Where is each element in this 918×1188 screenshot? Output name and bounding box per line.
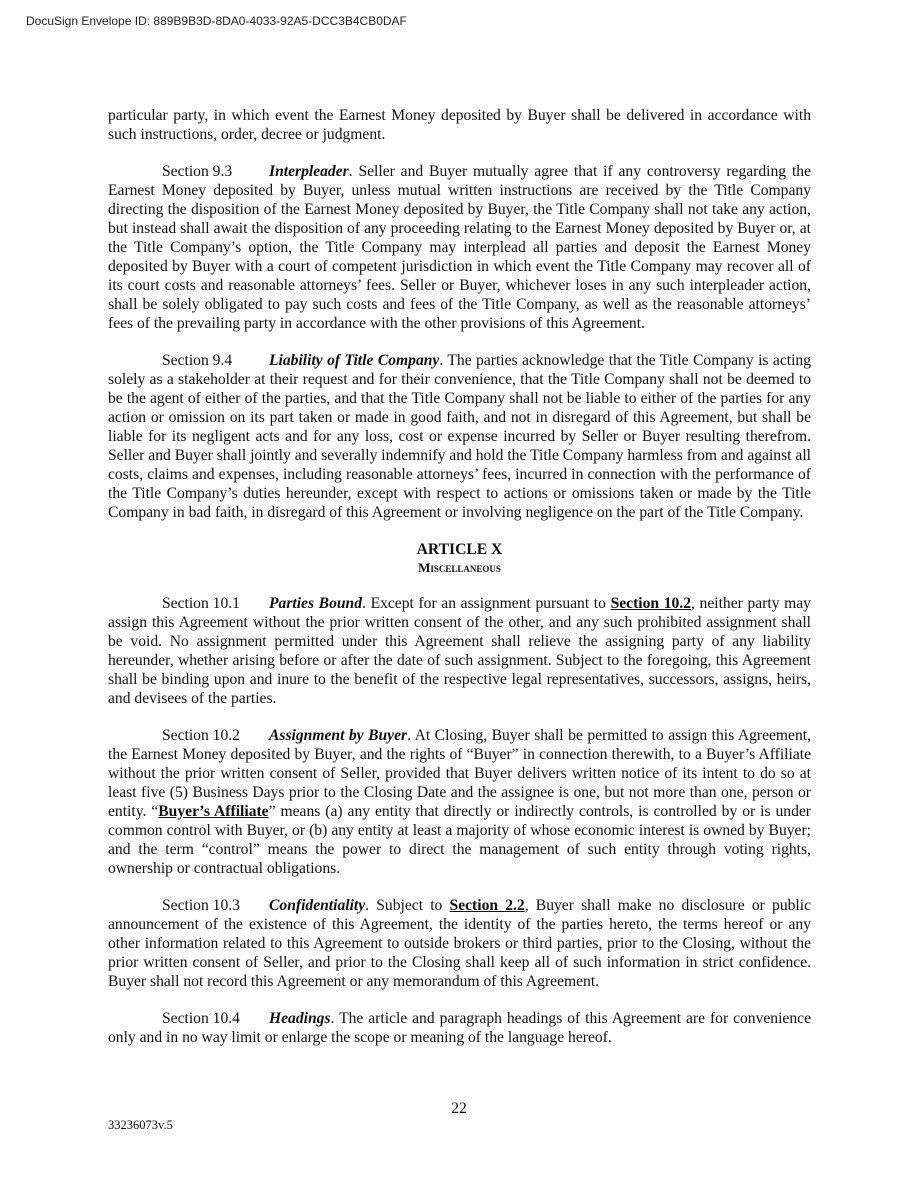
section-title: Headings — [269, 1010, 331, 1027]
section-title: Assignment by Buyer — [269, 727, 408, 744]
page-number: 22 — [451, 1100, 467, 1117]
section-9-3 — [108, 162, 811, 333]
section-text: , Buyer shall make no disclosure or public announcement of the existence of this Agreement, the identity of the parties hereto, the terms hereof or any other information related to this Agreement to outside brokers or third parties, prior to the Closing, without the prior written consent of Seller, and prior to the Closing shall keep all of such information in strict confidence. Buyer shall not record this Agreement or any memorandum of this Agreement. — [108, 897, 812, 990]
article-heading — [108, 540, 811, 576]
section-text: , neither party may assign this Agreement without the prior written consent of the other, and any such prohibited assignment shall be void. No assignment permitted under this Agreement shall relieve the assigning party of any liability hereunder, whether arising before or after the date of such assignment. Subject to the foregoing, this Agreement shall be binding upon and inure to the benefit of the respective legal representatives, successors, assigns, heirs, and devisees of the parties. — [108, 595, 811, 707]
section-number: Section 9.3 — [162, 163, 233, 180]
section-number: Section 10.3 — [162, 897, 240, 914]
section-number: Section 9.4 — [162, 352, 233, 369]
defined-term: Buyer’s Affiliate — [158, 803, 269, 820]
section-number: Section 10.4 — [162, 1010, 240, 1027]
envelope-id: DocuSign Envelope ID: 889B9B3D-8DA0-4033-92A5-DCC3B4CB0DAF — [26, 14, 407, 28]
section-10-2 — [108, 726, 811, 878]
section-number: Section 10.2 — [162, 727, 240, 744]
section-text: . Seller and Buyer mutually agree that if any controversy regarding the Earnest Money deposited by Buyer, unless mutual written instructions are received by the Title Company directing the disposition of the Earnest Money deposited by Buyer, the Title Company shall not take any action, but instead shall await the disposition of any proceeding relating to the Earnest Money deposited by Buyer or, at the Title Company’s option, the Title Company may interplead all parties and deposit the Earnest Money deposited by Buyer with a court of competent jurisdiction in which event the Title Company may recover all of its court costs and reasonable attorneys’ fees. Seller or Buyer, whichever loses in any such interpleader action, shall be solely obligated to pay such costs and fees of the Title Company, as well as the reasonable attorneys’ fees of the prevailing party in accordance with the other provisions of this Agreement. — [108, 163, 811, 332]
section-title: Parties Bound — [269, 595, 363, 612]
section-reference: Section 2.2 — [449, 897, 525, 914]
section-title: Confidentiality — [269, 897, 366, 914]
section-10-4 — [108, 1009, 811, 1047]
section-text: . The parties acknowledge that the Title Company is acting solely as a stakeholder at their request and for their convenience, that the Title Company shall not be deemed to be the agent of either of the parties, and that the Title Company shall not be liable to either of the parties for any action or omission on its part taken or made in good faith, and not in disregard of this Agreement, but shall be liable for its negligent acts and for any loss, cost or expense incurred by Seller or Buyer resulting therefrom. Seller and Buyer shall jointly and severally indemnify and hold the Title Company harmless from and against all costs, claims and expenses, including reasonable attorneys’ fees, incurred in connection with the performance of the Title Company’s duties hereunder, except with respect to actions or omissions taken or made by the Title Company in bad faith, in disregard of this Agreement or involving negligence on the part of the Title Company. — [108, 352, 811, 521]
article-number: ARTICLE X — [416, 541, 503, 558]
section-title: Liability of Title Company — [269, 352, 440, 369]
section-text: ” means (a) any entity that directly or indirectly controls, is controlled by or is under common control with Buyer, or (b) any entity at least a majority of whose economic interest is owned by Buyer; and the term “control” means the power to direct the management of such entity through voting rights, ownership or contractual obligations. — [108, 803, 811, 877]
section-text: . The article and paragraph headings of this Agreement are for convenience only and in no way limit or enlarge the scope or meaning of the language hereof. — [108, 1010, 811, 1046]
section-reference: Section 10.2 — [610, 595, 691, 612]
section-text: . At Closing, Buyer shall be permitted to assign this Agreement, the Earnest Money deposited by Buyer, and the rights of “Buyer” in connection therewith, to a Buyer’s Affiliate without the prior written consent of Seller, provided that Buyer delivers written notice of its intent to do so at least five (5) Business Days prior to the Closing Date and the assignee is one, but not more than one, person or entity. “ — [108, 727, 811, 820]
section-number: Section 10.1 — [162, 595, 240, 612]
document-id: 33236073v.5 — [108, 1118, 173, 1132]
section-text: . Except for an assignment pursuant to — [362, 595, 611, 612]
section-title: Interpleader — [269, 163, 349, 180]
section-9-4 — [108, 351, 811, 522]
paragraph-continuation: particular party, in which event the Earnest Money deposited by Buyer shall be delivered in accordance with such instructions, order, decree or judgment. — [108, 107, 811, 143]
section-10-3 — [108, 896, 811, 991]
article-name: Miscellaneous — [418, 560, 501, 575]
section-10-1 — [108, 594, 811, 708]
section-text: . Subject to — [365, 897, 450, 914]
document-body — [108, 106, 811, 1065]
